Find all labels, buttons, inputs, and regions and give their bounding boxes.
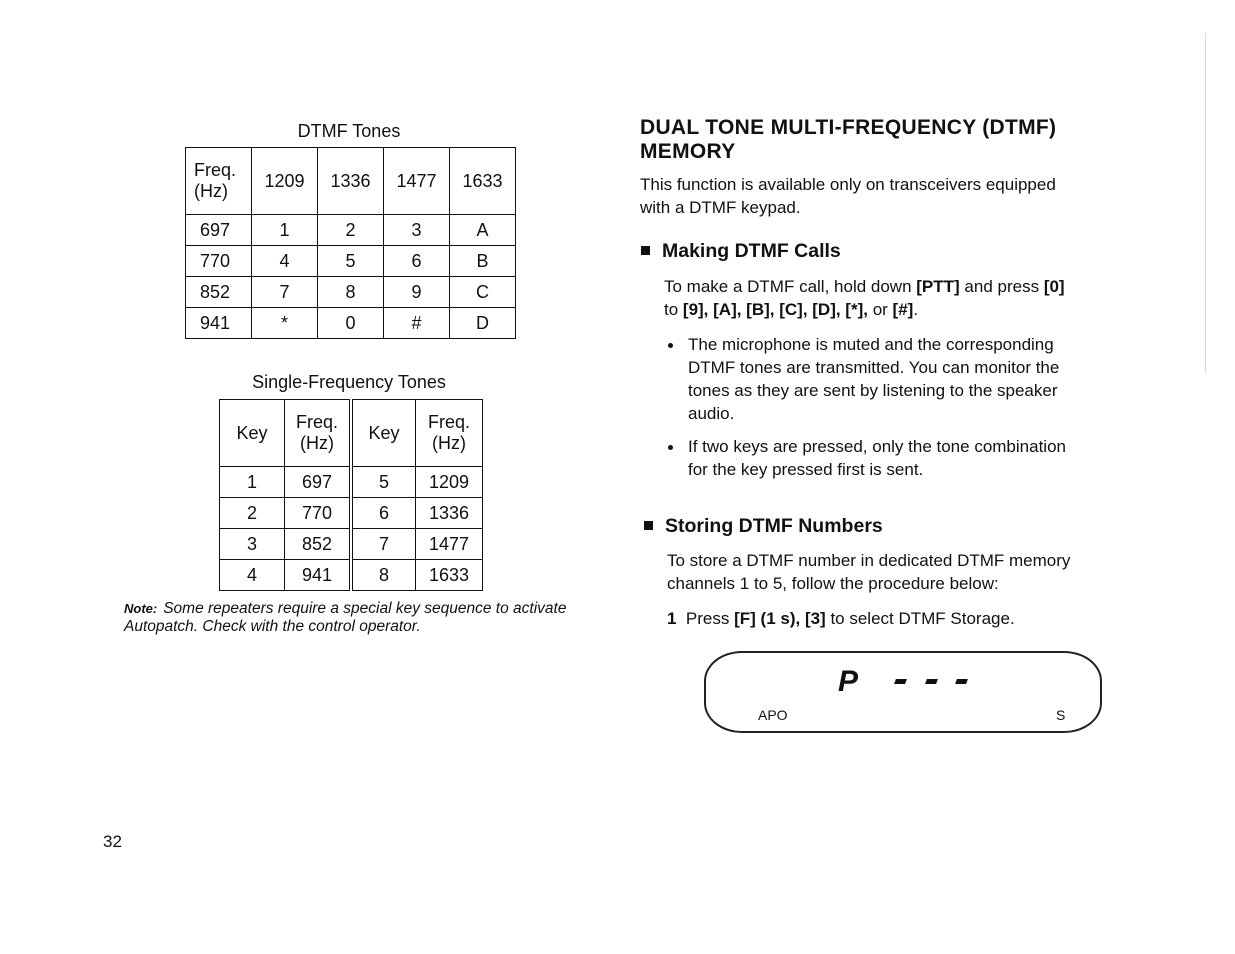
table-cell: 6 (384, 246, 450, 277)
bullet-dot-icon (668, 343, 673, 348)
row-freq-cell: 697 (186, 215, 252, 246)
table-cell: 3 (220, 529, 285, 560)
header-cell: Freq. (Hz) (416, 400, 483, 467)
section-intro (640, 173, 1056, 219)
instruction-line: To make a DTMF call, hold down [PTT] and press [0] (664, 277, 1065, 296)
making-calls-instructions (664, 275, 1144, 321)
table-cell: 7 (252, 277, 318, 308)
table-cell: B (450, 246, 516, 277)
table-row (220, 498, 483, 529)
step-number: 1 (667, 609, 677, 628)
storing-intro (667, 549, 1070, 595)
table-cell: D (450, 308, 516, 339)
page-edge-line (1205, 33, 1206, 373)
table-header-row (220, 400, 483, 467)
table-cell: 9 (384, 277, 450, 308)
storing-dtmf-numbers-heading: Storing DTMF Numbers (644, 515, 883, 538)
table-row (186, 215, 516, 246)
table-row (220, 467, 483, 498)
table-cell: # (384, 308, 450, 339)
bullet-item: If two keys are pressed, only the tone combination for the key pressed first is sent. (688, 435, 1148, 481)
table-header-row (186, 148, 516, 215)
intro-line: with a DTMF keypad. (640, 198, 801, 217)
bullet-item: The microphone is muted and the corresponding DTMF tones are transmitted. You can monitor the tones as they are sent by listening to the speaker audio. (688, 333, 1148, 425)
table-cell: 5 (351, 467, 416, 498)
dtmf-table-caption: DTMF Tones (297, 121, 401, 141)
single-frequency-tones-table (219, 399, 483, 591)
row-freq-cell: 941 (186, 308, 252, 339)
table-row (186, 277, 516, 308)
header-cell: Key (351, 400, 416, 467)
note-text (124, 600, 594, 636)
table-cell: 8 (351, 560, 416, 591)
dtmf-tones-table (185, 147, 516, 339)
table-cell: 1 (252, 215, 318, 246)
note-label: Note: (124, 601, 158, 616)
table-cell: 1477 (416, 529, 483, 560)
table-cell: 1 (220, 467, 285, 498)
table-row (186, 308, 516, 339)
header-cell: 1209 (252, 148, 318, 215)
table-cell: 852 (285, 529, 352, 560)
note-body: Some repeaters require a special key sequence to activate Autopatch. Check with the control operator. (124, 600, 567, 635)
lcd-character: P (838, 665, 859, 698)
table-cell: C (450, 277, 516, 308)
row-freq-cell: 770 (186, 246, 252, 277)
table-cell: 4 (252, 246, 318, 277)
single-frequency-table-caption: Single-Frequency Tones (252, 372, 446, 392)
instruction-line: to [9], [A], [B], [C], [D], [*], or [#]. (664, 300, 919, 319)
table-cell: * (252, 308, 318, 339)
table-row (220, 529, 483, 560)
table-cell: A (450, 215, 516, 246)
table-cell: 1209 (416, 467, 483, 498)
lcd-display (704, 651, 1102, 733)
header-cell: Freq. (Hz) (285, 400, 352, 467)
table-cell: 941 (285, 560, 352, 591)
lcd-segment-dash (925, 679, 938, 684)
section-title-line: DUAL TONE MULTI-FREQUENCY (DTMF) (640, 116, 1057, 139)
table-cell: 8 (318, 277, 384, 308)
section-title-line: MEMORY (640, 140, 736, 163)
table-row (220, 560, 483, 591)
table-cell: 1633 (416, 560, 483, 591)
square-bullet-icon (641, 246, 650, 255)
table-cell: 3 (384, 215, 450, 246)
making-dtmf-calls-heading: Making DTMF Calls (641, 240, 841, 263)
table-cell: 2 (220, 498, 285, 529)
intro-line: This function is available only on transceivers equipped (640, 175, 1056, 194)
header-cell: 1336 (318, 148, 384, 215)
lcd-segment-dash (955, 679, 968, 684)
square-bullet-icon (644, 521, 653, 530)
row-freq-cell: 852 (186, 277, 252, 308)
table-cell: 6 (351, 498, 416, 529)
table-cell: 2 (318, 215, 384, 246)
table-cell: 697 (285, 467, 352, 498)
section-title (640, 116, 1056, 164)
table-cell: 7 (351, 529, 416, 560)
freq-header-cell: Freq. (Hz) (186, 148, 252, 215)
header-cell: 1477 (384, 148, 450, 215)
bullet-dot-icon (668, 445, 673, 450)
intro-line: channels 1 to 5, follow the procedure below: (667, 574, 999, 593)
header-cell: Key (220, 400, 285, 467)
table-row (186, 246, 516, 277)
intro-line: To store a DTMF number in dedicated DTMF memory (667, 551, 1071, 570)
table-cell: 4 (220, 560, 285, 591)
table-cell: 770 (285, 498, 352, 529)
lcd-apo-indicator: APO (758, 707, 788, 723)
table-cell: 1336 (416, 498, 483, 529)
step-1: 1 Press [F] (1 s), [3] to select DTMF Storage. (667, 609, 1015, 628)
page-number: 32 (103, 832, 122, 851)
table-cell: 5 (318, 246, 384, 277)
lcd-s-indicator: S (1056, 707, 1066, 723)
header-cell: 1633 (450, 148, 516, 215)
table-cell: 0 (318, 308, 384, 339)
lcd-segment-dash (894, 679, 907, 684)
